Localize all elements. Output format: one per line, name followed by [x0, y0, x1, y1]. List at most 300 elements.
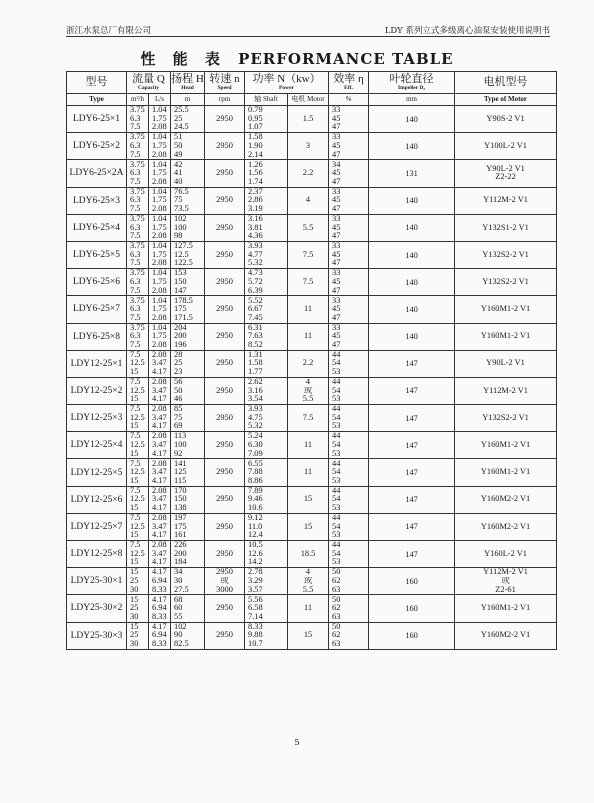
- cell-line: 11: [303, 468, 313, 477]
- cell-line: 2.37: [248, 187, 263, 196]
- cell-line: 2.08: [152, 286, 167, 295]
- cell-line: 8.33: [152, 639, 167, 648]
- cell-line: 7.5: [302, 250, 314, 259]
- cell-line: Z2-61: [495, 585, 516, 594]
- cell-line: 6.58: [248, 604, 263, 613]
- shaft-power-cell: [245, 106, 288, 133]
- cell-line: 2.08: [152, 123, 167, 132]
- cell-line: 178.5: [174, 296, 193, 305]
- cell-line: 15: [130, 504, 139, 513]
- motor-type-cell: [455, 486, 557, 513]
- cell-line: 50: [174, 386, 183, 395]
- cell-line: 6.3: [130, 305, 141, 314]
- cell-line: 44: [332, 486, 341, 495]
- model-cell: LDY12-25×5: [67, 459, 127, 486]
- cell-line: 15: [303, 631, 313, 640]
- cell-line: 2.08: [152, 486, 167, 495]
- cell-line: 8.33: [152, 585, 167, 594]
- head-cell: [171, 568, 205, 595]
- shaft-power-cell: [245, 350, 288, 377]
- cell-line: 3.47: [152, 441, 167, 450]
- cell-line: 54: [332, 549, 341, 558]
- cell-line: 2950: [216, 549, 233, 558]
- speed-cell: [205, 214, 245, 241]
- capacity-ls-cell: [149, 269, 171, 296]
- cell-line: 2950: [216, 332, 233, 341]
- model-cell: LDY12-25×6: [67, 486, 127, 513]
- col-eff-unit: %: [329, 94, 369, 106]
- cell-line: 3.47: [152, 522, 167, 531]
- impeller-cell: 140: [369, 106, 455, 133]
- capacity-ls-cell: [149, 160, 171, 187]
- cell-line: 3.75: [130, 106, 145, 115]
- shaft-power-cell: [245, 214, 288, 241]
- cell-line: 15: [130, 622, 139, 631]
- cell-line: 1.75: [152, 332, 167, 341]
- cell-line: 15: [130, 368, 139, 377]
- efficiency-cell: [329, 568, 369, 595]
- cell-line: 7.5: [130, 259, 141, 268]
- title-english: PERFORMANCE TABLE: [238, 50, 454, 68]
- cell-line: 196: [174, 340, 187, 349]
- speed-cell: [205, 350, 245, 377]
- cell-line: 2950: [216, 359, 233, 368]
- cell-line: 44: [332, 514, 341, 523]
- capacity-ls-cell: [149, 595, 171, 622]
- cell-line: 45: [332, 305, 341, 314]
- cell-line: 3.47: [152, 549, 167, 558]
- cell-line: 2.62: [248, 378, 263, 387]
- cell-line: 47: [332, 204, 341, 213]
- motor-type-cell: [455, 187, 557, 214]
- cell-line: 3.75: [130, 269, 145, 278]
- cell-line: 1.04: [152, 323, 167, 332]
- cell-line: Y160M1-2 V1: [480, 604, 531, 613]
- motor-type-cell: [455, 160, 557, 187]
- cell-line: 0.95: [248, 114, 263, 123]
- cell-line: 63: [332, 585, 341, 594]
- cell-line: 6.3: [130, 223, 141, 232]
- cell-line: 7.5: [130, 123, 141, 132]
- cell-line: 54: [332, 495, 341, 504]
- cell-line: 5.5: [302, 223, 314, 232]
- header-company: 浙江水泵总厂有限公司: [66, 26, 152, 36]
- col-motor-power-sub: 电机 Motor: [288, 94, 329, 106]
- cell-line: 7.5: [130, 204, 141, 213]
- cell-line: 3.29: [248, 576, 263, 585]
- model-cell: LDY25-30×3: [67, 622, 127, 649]
- capacity-m3h-cell: [127, 133, 149, 160]
- speed-cell: [205, 133, 245, 160]
- cell-line: 3.57: [248, 585, 263, 594]
- shaft-power-cell: [245, 377, 288, 404]
- capacity-ls-cell: [149, 106, 171, 133]
- cell-line: 4: [305, 378, 311, 387]
- cell-line: 49: [174, 150, 183, 159]
- cell-line: 55: [174, 612, 183, 621]
- capacity-m3h-cell: [127, 187, 149, 214]
- cell-line: 7.14: [248, 612, 263, 621]
- col-capacity-unit-m3h: m³/h: [127, 94, 149, 106]
- col-impeller-header: 叶轮直径 Impeller D₂: [369, 72, 455, 94]
- cell-line: 1.75: [152, 114, 167, 123]
- cell-line: 7.5: [302, 277, 314, 286]
- motor-power-cell: [288, 459, 329, 486]
- impeller-cell: 131: [369, 160, 455, 187]
- efficiency-cell: [329, 350, 369, 377]
- cell-line: 8.52: [248, 340, 263, 349]
- cell-line: 45: [332, 169, 341, 178]
- cell-line: 33: [332, 296, 341, 305]
- cell-line: 50: [332, 568, 341, 577]
- cell-line: 4.17: [152, 368, 167, 377]
- cell-line: 8.86: [248, 476, 263, 485]
- capacity-ls-cell: [149, 405, 171, 432]
- table-row: [67, 269, 557, 296]
- speed-cell: [205, 405, 245, 432]
- cell-line: 50: [174, 141, 183, 150]
- motor-type-cell: [455, 106, 557, 133]
- capacity-ls-cell: [149, 568, 171, 595]
- cell-line: 7.5: [130, 340, 141, 349]
- cell-line: 2950: [216, 114, 233, 123]
- head-cell: [171, 513, 205, 540]
- cell-line: 2.08: [152, 204, 167, 213]
- cell-line: 10.7: [248, 639, 263, 648]
- cell-line: 53: [332, 476, 341, 485]
- cell-line: 11: [303, 305, 313, 314]
- cell-line: 184: [174, 558, 187, 567]
- cell-line: 73.5: [174, 204, 189, 213]
- table-row: [67, 622, 557, 649]
- cell-line: 5.5: [302, 585, 314, 594]
- cell-line: 14.2: [248, 558, 263, 567]
- cell-line: 47: [332, 177, 341, 186]
- speed-cell: [205, 513, 245, 540]
- cell-line: 125: [174, 468, 187, 477]
- cell-line: 4.77: [248, 250, 263, 259]
- motor-type-cell: [455, 241, 557, 268]
- motor-power-cell: [288, 405, 329, 432]
- cell-line: Z2-22: [495, 173, 516, 182]
- cell-line: 53: [332, 422, 341, 431]
- cell-line: Y132S2-2 V1: [482, 277, 529, 286]
- cell-line: 6.94: [152, 604, 167, 613]
- speed-cell: [205, 323, 245, 350]
- motor-type-cell: [455, 432, 557, 459]
- title-chinese: 性 能 表: [140, 50, 226, 68]
- cell-line: 47: [332, 232, 341, 241]
- cell-line: 45: [332, 114, 341, 123]
- cell-line: 63: [332, 612, 341, 621]
- motor-type-cell: [455, 133, 557, 160]
- cell-line: 2.08: [152, 259, 167, 268]
- shaft-power-cell: [245, 405, 288, 432]
- motor-power-cell: [288, 269, 329, 296]
- cell-line: 33: [332, 106, 341, 115]
- cell-line: Y160M1-2 V1: [480, 441, 531, 450]
- col-impeller-unit: mm: [369, 94, 455, 106]
- motor-type-cell: [455, 269, 557, 296]
- cell-line: 2.08: [152, 177, 167, 186]
- capacity-ls-cell: [149, 459, 171, 486]
- cell-line: 2.08: [152, 432, 167, 441]
- shaft-power-cell: [245, 568, 288, 595]
- shaft-power-cell: [245, 486, 288, 513]
- motor-power-cell: [288, 214, 329, 241]
- cell-line: 41: [174, 169, 183, 178]
- model-cell: LDY12-25×1: [67, 350, 127, 377]
- cell-line: 50: [332, 622, 341, 631]
- capacity-ls-cell: [149, 350, 171, 377]
- table-row: [67, 106, 557, 133]
- performance-table: [66, 71, 557, 650]
- col-head-unit: m: [171, 94, 205, 106]
- motor-power-cell: [288, 513, 329, 540]
- head-cell: [171, 133, 205, 160]
- cell-line: 18.5: [300, 549, 316, 558]
- cell-line: 2950: [216, 413, 233, 422]
- cell-line: 2950: [216, 468, 233, 477]
- cell-line: 51: [174, 133, 183, 142]
- cell-line: 45: [332, 141, 341, 150]
- shaft-power-cell: [245, 133, 288, 160]
- capacity-m3h-cell: [127, 513, 149, 540]
- page-title: [0, 48, 594, 69]
- cell-line: 12.5: [174, 250, 189, 259]
- cell-line: 33: [332, 242, 341, 251]
- head-cell: [171, 405, 205, 432]
- capacity-ls-cell: [149, 432, 171, 459]
- cell-line: 12.5: [130, 413, 145, 422]
- table-row: [67, 241, 557, 268]
- efficiency-cell: [329, 269, 369, 296]
- capacity-m3h-cell: [127, 323, 149, 350]
- speed-cell: [205, 486, 245, 513]
- impeller-cell: 160: [369, 622, 455, 649]
- cell-line: 1.26: [248, 160, 263, 169]
- cell-line: 2.08: [152, 232, 167, 241]
- cell-line: Y160M2-2 V1: [480, 522, 531, 531]
- motor-power-cell: [288, 541, 329, 568]
- cell-line: 82.5: [174, 639, 189, 648]
- impeller-cell: 140: [369, 241, 455, 268]
- model-cell: LDY12-25×2: [67, 377, 127, 404]
- cell-line: Y160M1-2 V1: [480, 468, 531, 477]
- cell-line: 47: [332, 340, 341, 349]
- cell-line: Y160M1-2 V1: [480, 332, 531, 341]
- cell-line: 204: [174, 323, 187, 332]
- cell-line: 12.5: [130, 495, 145, 504]
- head-cell: [171, 622, 205, 649]
- efficiency-cell: [329, 622, 369, 649]
- cell-line: 50: [332, 595, 341, 604]
- cell-line: 15: [130, 558, 139, 567]
- head-cell: [171, 269, 205, 296]
- efficiency-cell: [329, 459, 369, 486]
- cell-line: 7.5: [130, 486, 141, 495]
- cell-line: 3.47: [152, 359, 167, 368]
- cell-line: Y100L-2 V1: [484, 141, 527, 150]
- shaft-power-cell: [245, 323, 288, 350]
- efficiency-cell: [329, 296, 369, 323]
- motor-type-cell: [455, 595, 557, 622]
- impeller-cell: 147: [369, 432, 455, 459]
- cell-line: 85: [174, 405, 183, 414]
- table-row: [67, 595, 557, 622]
- capacity-m3h-cell: [127, 160, 149, 187]
- cell-line: 15: [130, 395, 139, 404]
- cell-line: 3.75: [130, 242, 145, 251]
- head-cell: [171, 459, 205, 486]
- cell-line: 4.17: [152, 449, 167, 458]
- cell-line: 25: [174, 114, 183, 123]
- cell-line: 138: [174, 504, 187, 513]
- cell-line: 7.5: [302, 413, 314, 422]
- capacity-m3h-cell: [127, 595, 149, 622]
- head-cell: [171, 595, 205, 622]
- head-cell: [171, 241, 205, 268]
- cell-line: 7.5: [130, 232, 141, 241]
- model-cell: LDY6-25×6: [67, 269, 127, 296]
- cell-line: 6.3: [130, 114, 141, 123]
- efficiency-cell: [329, 241, 369, 268]
- efficiency-cell: [329, 323, 369, 350]
- cell-line: 171.5: [174, 313, 193, 322]
- capacity-ls-cell: [149, 133, 171, 160]
- cell-line: 33: [332, 187, 341, 196]
- cell-line: 3000: [216, 585, 233, 594]
- cell-line: 0.79: [248, 106, 263, 115]
- cell-line: 68: [174, 595, 183, 604]
- cell-line: 1.75: [152, 196, 167, 205]
- cell-line: 3.75: [130, 160, 145, 169]
- head-cell: [171, 432, 205, 459]
- cell-line: 75: [174, 413, 183, 422]
- motor-power-cell: [288, 133, 329, 160]
- col-motor-header: 电机型号: [455, 72, 557, 94]
- cell-line: 25: [130, 604, 139, 613]
- efficiency-cell: [329, 486, 369, 513]
- cell-line: Y90S-2 V1: [486, 114, 525, 123]
- cell-line: 53: [332, 395, 341, 404]
- cell-line: 54: [332, 386, 341, 395]
- cell-line: 25: [130, 631, 139, 640]
- cell-line: 3.47: [152, 468, 167, 477]
- efficiency-cell: [329, 595, 369, 622]
- capacity-m3h-cell: [127, 269, 149, 296]
- cell-line: 7.88: [248, 468, 263, 477]
- cell-line: 2950: [216, 386, 233, 395]
- cell-line: 3.93: [248, 405, 263, 414]
- motor-power-cell: [288, 350, 329, 377]
- capacity-m3h-cell: [127, 622, 149, 649]
- cell-line: 6.39: [248, 286, 263, 295]
- cell-line: 7.5: [130, 286, 141, 295]
- cell-line: 1.56: [248, 169, 263, 178]
- cell-line: 200: [174, 332, 187, 341]
- cell-line: 7.5: [130, 378, 141, 387]
- capacity-ls-cell: [149, 214, 171, 241]
- header-manual-title: LDY 系列立式多级离心油泵安装使用说明书: [384, 26, 550, 36]
- capacity-m3h-cell: [127, 486, 149, 513]
- efficiency-cell: [329, 377, 369, 404]
- cell-line: 4.17: [152, 395, 167, 404]
- cell-line: 3.75: [130, 187, 145, 196]
- cell-line: 24.5: [174, 123, 189, 132]
- table-row: [67, 187, 557, 214]
- cell-line: 4.17: [152, 422, 167, 431]
- motor-type-cell: [455, 568, 557, 595]
- cell-line: 3.75: [130, 296, 145, 305]
- cell-line: 54: [332, 359, 341, 368]
- cell-line: 33: [332, 133, 341, 142]
- cell-line: 2950: [216, 169, 233, 178]
- capacity-m3h-cell: [127, 459, 149, 486]
- impeller-cell: 140: [369, 187, 455, 214]
- cell-line: 2950: [216, 250, 233, 259]
- cell-line: 44: [332, 350, 341, 359]
- cell-line: Y160L-2 V1: [484, 549, 527, 558]
- cell-line: 11: [303, 441, 313, 450]
- cell-line: 6.3: [130, 196, 141, 205]
- capacity-m3h-cell: [127, 350, 149, 377]
- cell-line: 1.04: [152, 106, 167, 115]
- cell-line: 或: [220, 576, 229, 585]
- cell-line: 62: [332, 631, 341, 640]
- col-capacity-unit-ls: L/s: [149, 94, 171, 106]
- motor-type-cell: [455, 541, 557, 568]
- cell-line: 12.6: [248, 549, 263, 558]
- cell-line: 226: [174, 541, 187, 550]
- cell-line: 102: [174, 214, 187, 223]
- cell-line: 90: [174, 631, 183, 640]
- motor-power-cell: [288, 160, 329, 187]
- cell-line: 2950: [216, 495, 233, 504]
- motor-type-cell: [455, 214, 557, 241]
- cell-line: 3.81: [248, 223, 263, 232]
- model-cell: LDY12-25×3: [67, 405, 127, 432]
- cell-line: 3: [305, 141, 311, 150]
- cell-line: 15: [303, 495, 313, 504]
- cell-line: 8.33: [152, 612, 167, 621]
- model-cell: LDY12-25×7: [67, 513, 127, 540]
- cell-line: 或: [303, 386, 313, 395]
- capacity-ls-cell: [149, 296, 171, 323]
- col-type-header: 型号: [67, 72, 127, 94]
- cell-line: 7.09: [248, 449, 263, 458]
- cell-line: 54: [332, 413, 341, 422]
- cell-line: 2.08: [152, 541, 167, 550]
- motor-power-cell: [288, 241, 329, 268]
- cell-line: 30: [130, 639, 139, 648]
- cell-line: Y160M1-2 V1: [480, 305, 531, 314]
- cell-line: 5.5: [302, 395, 314, 404]
- running-header: [66, 22, 550, 37]
- cell-line: 63: [332, 639, 341, 648]
- cell-line: 1.04: [152, 214, 167, 223]
- cell-line: 42: [174, 160, 183, 169]
- cell-line: Y90L-2 V1: [486, 359, 525, 368]
- cell-line: 1.04: [152, 160, 167, 169]
- impeller-cell: 140: [369, 214, 455, 241]
- speed-cell: [205, 541, 245, 568]
- cell-line: 62: [332, 604, 341, 613]
- speed-cell: [205, 568, 245, 595]
- cell-line: 2.14: [248, 150, 263, 159]
- cell-line: 11: [303, 604, 313, 613]
- cell-line: 6.3: [130, 141, 141, 150]
